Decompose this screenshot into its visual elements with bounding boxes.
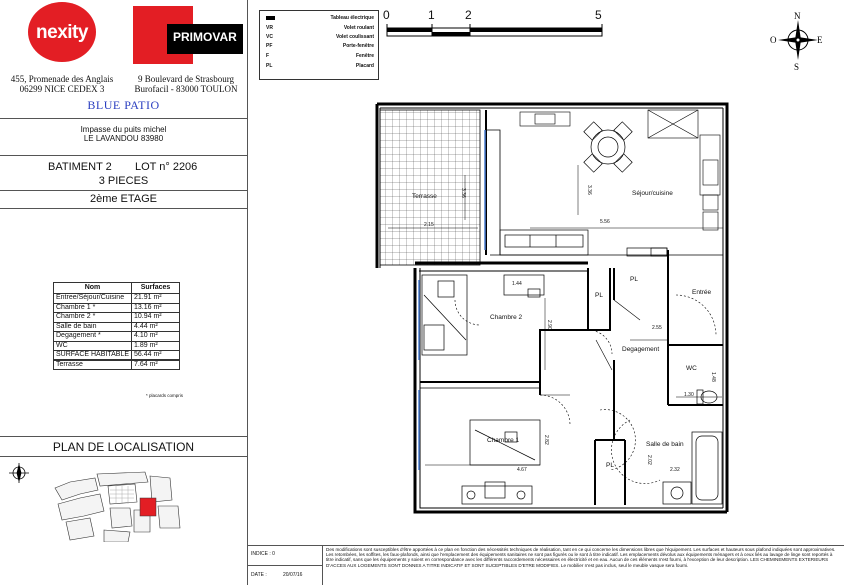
room-label-pl1: PL <box>595 292 603 299</box>
table-row: Chambre 1 * 13.16 m² <box>54 303 180 313</box>
pieces-count: 3 PIECES <box>98 175 149 187</box>
nexity-logo <box>28 2 96 62</box>
electrical-panel-icon <box>266 16 275 20</box>
nexity-address: 455, Promenade des Anglais 06299 NICE CEDEX 3 <box>10 74 114 94</box>
room-label-degagement: Degagement <box>622 346 660 353</box>
date-label: DATE : <box>251 572 267 578</box>
dim-label: 2.02 <box>646 455 652 465</box>
location-compass-icon <box>9 463 29 483</box>
total-row: SURFACE HABITABLE 56.44 m² <box>54 351 180 361</box>
dim-label: 2.55 <box>652 325 662 331</box>
site-address: Impasse du puits michel LE LAVANDOU 83980 <box>80 125 167 143</box>
compass-east: E <box>817 35 823 45</box>
legend-row: PL Placard <box>266 63 374 69</box>
room-label-chambre2: Chambre 2 <box>490 314 523 321</box>
compass-west: O <box>770 35 777 45</box>
program-name: BLUE PATIO <box>87 98 160 112</box>
room-label-wc: WC <box>686 365 697 372</box>
dim-label: 2.15 <box>424 222 434 228</box>
room-label-entree: Entrée <box>692 289 712 296</box>
dim-label: 1.48 <box>710 372 716 382</box>
table-row: WC 1.89 m² <box>54 341 180 351</box>
batiment-label: BATIMENT 2 <box>48 161 112 173</box>
compass-south: S <box>794 62 800 72</box>
bed-chambre1 <box>462 420 540 504</box>
table-row: Salle de bain 4.44 m² <box>54 322 180 332</box>
primovar-address: 9 Boulevard de Strasbourg Burofacil - 83000 TOULON <box>134 74 238 94</box>
primovar-logo <box>133 6 243 64</box>
location-map <box>0 456 247 542</box>
dim-label: 1.44 <box>512 281 522 287</box>
table-row: Entree/Séjour/Cuisine 21.91 m² <box>54 294 180 304</box>
disclaimer-text: Des modifications sont susceptibles d'être apportées à ce plan en fonction des nécessités techniques de réalisation, tant en ce qui concerne les dimensions libres que l'équipement. Les surfaces et hauteurs sous plafond indiquées sont approximatives. Les retombées, les soffites, les faux-plafonds, ainsi que l'emplacement des équipements sanitaires ne sont pas figurés ou le sont à titre indicatif. Les emplacements dévolus aux équipements ménagers et à ceux liés au lavage de linge sont reportés à titre indicatif, sans que les équipements y soient en correspondance avec les différents raccordements nécessaires en électricité et en eau. Aucun de ces éléments n'est fourni, à l'exception de leur description. LES CHEMINEMENTS EXTERIEURS D'ACCES AUX LOGEMENTS SONT DONNES A TITRE INDICATIF ET SONT SUCEPTIBLES D'ETRE MODIFIES. Le mobilier n'est pas inclus, seul le meuble vasque sera fourni. <box>326 547 836 568</box>
room-label-chambre1: Chambre 1 <box>487 437 520 444</box>
dining-table <box>584 122 632 172</box>
scale-label-2: 2 <box>465 8 472 22</box>
room-label-pl3: PL <box>606 462 614 469</box>
legend-row: PF Porte-fenêtre <box>266 43 374 49</box>
dim-label: 3.36 <box>586 185 592 195</box>
surface-table <box>53 282 180 370</box>
lot-number: LOT n° 2206 <box>135 161 198 173</box>
table-row: Degagement * 4.10 m² <box>54 332 180 342</box>
scale-bar <box>380 22 610 42</box>
terrasse-row: Terrasse 7.64 m² <box>54 360 180 370</box>
legend-row: VR Volet roulant <box>266 25 374 31</box>
scale-label-0: 0 <box>383 8 390 22</box>
dim-label: 2.82 <box>543 435 549 445</box>
compass-rose-icon <box>768 8 828 74</box>
scale-label-1: 1 <box>428 8 435 22</box>
table-row: Chambre 2 * 10.94 m² <box>54 313 180 323</box>
floor-label: 2ème ETAGE <box>89 193 158 205</box>
dim-label: 2.90 <box>546 320 552 330</box>
title-block <box>0 0 248 585</box>
dim-label: 3.36 <box>460 188 466 198</box>
date-value: 20/07/16 <box>283 572 303 578</box>
scale-label-5: 5 <box>595 8 602 22</box>
compass-north: N <box>794 11 801 21</box>
nexity-logo-text: nexity <box>36 22 88 43</box>
primovar-logo-text: PRIMOVAR <box>167 24 243 54</box>
room-label-terrasse: Terrasse <box>412 193 437 200</box>
building-highlight <box>140 498 156 516</box>
symbol-legend <box>259 10 379 80</box>
room-label-sdb: Salle de bain <box>646 441 684 448</box>
legend-row: F Fenêtre <box>266 53 374 59</box>
dim-label: 2.32 <box>670 467 680 473</box>
bed-chambre2 <box>422 275 544 355</box>
sofa <box>500 230 588 255</box>
dim-label: 4.67 <box>517 467 527 473</box>
indice-label: INDICE : 0 <box>251 551 275 557</box>
table-header: Nom Surfaces <box>54 283 180 294</box>
legend-row: VC Volet coulissant <box>266 34 374 40</box>
dim-label: 5.56 <box>600 219 610 225</box>
floor-plan <box>248 90 844 545</box>
dim-label: 1.30 <box>684 392 694 398</box>
localisation-title: PLAN DE LOCALISATION <box>52 440 195 454</box>
room-label-pl2: PL <box>630 276 638 283</box>
placards-note: * placards compris <box>146 393 184 398</box>
legend-row: Tableau électrique <box>260 14 378 22</box>
room-label-sejour: Séjour/cuisine <box>632 190 673 197</box>
